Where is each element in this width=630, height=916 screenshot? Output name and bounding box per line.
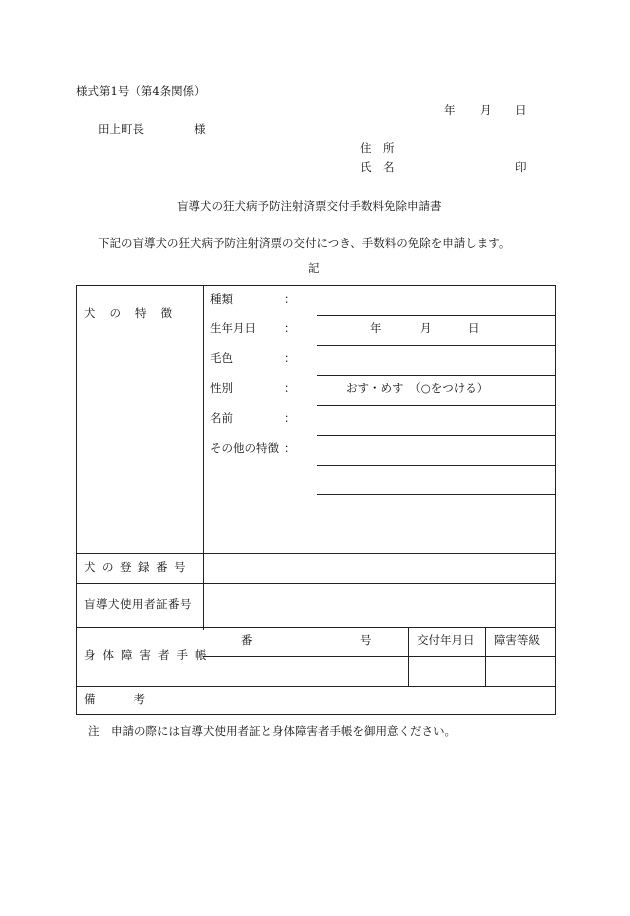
addressee-name: 田上町長 xyxy=(98,122,144,136)
field-underline xyxy=(317,345,555,346)
field-label-type: 種類 xyxy=(210,292,233,306)
document-title: 盲導犬の狂犬病予防注射済票交付手数料免除申請書 xyxy=(177,199,442,213)
certificate-number-label: 盲導犬使用者証番号 xyxy=(84,597,192,611)
handbook-divider-2 xyxy=(485,628,486,687)
form-number: 様式第1号（第4条関係） xyxy=(76,84,206,98)
handbook-label: 身体障害者手帳 xyxy=(84,648,214,662)
date-year-label: 年 xyxy=(444,103,456,117)
date-month-label: 月 xyxy=(480,103,492,117)
handbook-col-issue-date: 交付年月日 xyxy=(417,633,475,647)
field-colon: ： xyxy=(284,381,296,395)
row-divider xyxy=(77,553,555,554)
row-divider xyxy=(77,686,555,687)
sex-options: おす・めす （○をつける） xyxy=(346,381,489,395)
field-underline xyxy=(317,375,555,376)
ki-heading: 記 xyxy=(308,261,320,275)
birth-month-label: 月 xyxy=(420,321,432,335)
handbook-col-number-go: 号 xyxy=(360,633,372,647)
birth-day-label: 日 xyxy=(468,321,480,335)
birth-year-label: 年 xyxy=(370,321,382,335)
field-colon: ： xyxy=(284,321,296,335)
field-label-other: その他の特徴 xyxy=(210,441,279,455)
field-label-name: 名前 xyxy=(210,411,233,425)
row-divider xyxy=(77,627,555,628)
label-divider xyxy=(203,286,204,630)
field-underline xyxy=(317,315,555,316)
field-colon: ： xyxy=(284,411,296,425)
addressee-honorific: 様 xyxy=(194,122,206,136)
handbook-col-grade: 障害等級 xyxy=(494,633,540,647)
field-colon: ： xyxy=(284,351,296,365)
field-label-sex: 性別 xyxy=(210,381,233,395)
field-underline xyxy=(317,494,555,495)
registration-number-label: 犬の登録番号 xyxy=(84,560,192,574)
remarks-label: 備 考 xyxy=(84,692,150,706)
field-colon: ： xyxy=(284,441,296,455)
applicant-address-label: 住 所 xyxy=(360,141,395,155)
application-statement: 下記の盲導犬の狂犬病予防注射済票の交付につき、手数料の免除を申請します。 xyxy=(98,236,511,250)
handbook-inner-divider xyxy=(203,656,555,657)
handbook-col-number-ban: 番 xyxy=(241,633,253,647)
field-label-color: 毛色 xyxy=(210,351,233,365)
handbook-divider-1 xyxy=(408,628,409,687)
field-underline xyxy=(317,435,555,436)
footnote: 注 申請の際には盲導犬使用者証と身体障害者手帳を御用意ください。 xyxy=(88,724,456,738)
field-underline xyxy=(317,465,555,466)
field-label-birthdate: 生年月日 xyxy=(210,321,256,335)
features-label: 犬の特徴 xyxy=(84,306,186,320)
field-underline xyxy=(317,405,555,406)
date-day-label: 日 xyxy=(515,103,527,117)
seal-mark: 印 xyxy=(515,160,527,174)
field-colon: ： xyxy=(284,292,296,306)
row-divider xyxy=(77,583,555,584)
applicant-name-label: 氏 名 xyxy=(360,160,395,174)
